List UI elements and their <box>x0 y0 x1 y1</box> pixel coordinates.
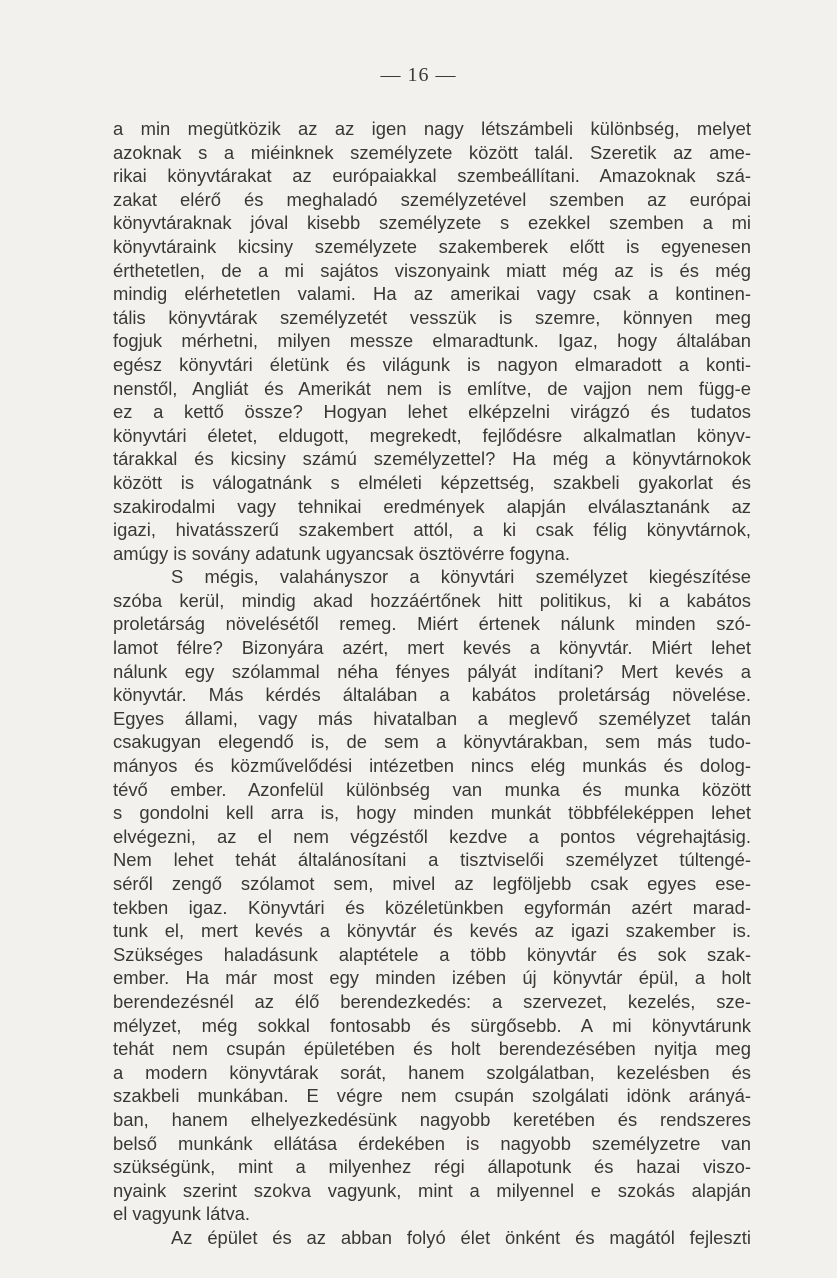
text-line: Nem lehet tehát általánosítani a tisztviselői személyzet túltengé- <box>113 849 751 871</box>
text-line: elvégezni, az el nem végzéstől kezdve a pontos végrehajtásig. <box>113 825 751 847</box>
text-line: tévő ember. Azonfelül különbség van munka és munka között <box>113 778 751 800</box>
text-line: Szükséges haladásunk alaptétele a több könyvtár és sok szak- <box>113 943 751 965</box>
text-line: s gondolni kell arra is, hogy minden munkát többféleképpen lehet <box>113 802 751 824</box>
text-line: a min megütközik az az igen nagy létszámbeli különbség, melyet <box>113 118 751 139</box>
text-line: ez a kettő össze? Hogyan lehet elképzelni virágzó és tudatos <box>113 401 751 423</box>
text-line: zakat elérő és meghaladó személyzetével szemben az európai <box>113 188 751 210</box>
text-line: nálunk egy szólammal néha fényes pályát indítani? Mert kevés a <box>113 660 751 682</box>
text-line: séről zengő szólamot sem, mivel az legföljebb csak egyes ese- <box>113 873 751 894</box>
text-line: könyvtáraknak jóval kisebb személyzete s ezekkel szemben a mi <box>113 212 751 234</box>
text-line: mélyzet, még sokkal fontosabb és sürgősebb. A mi könyvtárunk <box>113 1014 751 1036</box>
text-line: igazi, hivatásszerű szakembert attól, a ki csak félig könyvtárnok, <box>113 519 751 541</box>
text-line: ember. Ha már most egy minden izében új könyvtár épül, a holt <box>113 967 751 989</box>
text-line: azoknak s a miéinknek személyzete között talál. Szeretik az ame- <box>113 141 751 163</box>
text-line: amúgy is sovány adatunk ugyancsak ösztövérre fogyna. <box>113 542 570 564</box>
text-line: fogjuk mérhetni, milyen messze elmaradtunk. Igaz, hogy általában <box>113 330 751 352</box>
text-line: szakbeli munkában. E végre nem csupán szolgálati idönk arányá- <box>113 1085 751 1107</box>
text-line: tunk el, mert kevés a könyvtár és kevés az igazi szakember is. <box>113 920 751 942</box>
text-line: szakirodalmi vagy tehnikai eredmények alapján elválasztanánk az <box>113 495 751 517</box>
text-line: szóba kerül, mindig akad hozzáértőnek hitt politikus, ki a kabátos <box>113 589 751 611</box>
text-line: proletárság növelésétől remeg. Miért értenek nálunk minden szó- <box>113 613 751 635</box>
text-line: belső munkánk ellátása érdekében is nagyobb személyzetre van <box>113 1132 751 1154</box>
text-line: a modern könyvtárak sorát, hanem szolgálatban, kezelésben és <box>113 1061 751 1083</box>
text-line: tehát nem csupán épületében és holt berendezésében nyitja meg <box>113 1038 751 1060</box>
text-line: szükségünk, mint a milyenhez régi állapotunk és hazai viszo- <box>113 1156 751 1178</box>
text-line: nyaink szerint szokva vagyunk, mint a milyennel e szokás alapján <box>113 1179 751 1201</box>
text-line: mindig elérhetetlen valami. Ha az amerikai vagy csak a kontinen- <box>113 283 751 305</box>
text-line: nenstől, Angliát és Amerikát nem is említve, de vajjon nem függ-e <box>113 377 751 399</box>
text-line: el vagyunk látva. <box>113 1203 250 1225</box>
text-line: berendezésnél az élő berendezkedés: a szervezet, kezelés, sze- <box>113 990 751 1012</box>
text-line: között is válogatnánk s elméleti képzettség, szakbeli gyakorlat és <box>113 471 751 493</box>
text-line: érthetetlen, de a mi sajátos viszonyaink miatt még az is és még <box>113 259 751 281</box>
body-text <box>113 117 751 1250</box>
text-line: könyvtári életet, eldugott, megrekedt, fejlődésre alkalmatlan könyv- <box>113 424 751 446</box>
text-line: Egyes állami, vagy más hivatalban a meglevő személyzet talán <box>113 707 751 729</box>
text-line: tárakkal és kicsiny számú személyzettel? Ha még a könyvtárnokok <box>113 448 751 470</box>
text-line: tális könyvtárak személyzetét vesszük is szemre, könnyen meg <box>113 306 751 328</box>
text-line: S mégis, valahányszor a könyvtári személyzet kiegészítése <box>171 566 751 588</box>
text-line: egész könyvtári életünk és világunk is nagyon elmaradott a konti- <box>113 353 751 375</box>
text-line: Az épület és az abban folyó élet önként és magától fejleszti <box>171 1226 751 1248</box>
text-line: könyvtáraink kicsiny személyzete szakemberek előtt is egyenesen <box>113 235 751 257</box>
text-line: lamot félre? Bizonyára azért, mert kevés a könyvtár. Miért lehet <box>113 637 751 659</box>
text-line: csakugyan elegendő is, de sem a könyvtárakban, sem más tudo- <box>113 731 751 753</box>
text-line: rikai könyvtárakat az európaiakkal szembeállítani. Amazoknak szá- <box>113 165 751 187</box>
page-number: — 16 — <box>380 64 457 86</box>
text-line: tekben igaz. Könyvtári és közéletünkben egyformán azért marad- <box>113 896 751 918</box>
text-line: könyvtár. Más kérdés általában a kabátos proletárság növelése. <box>113 684 751 706</box>
text-line: mányos és közművelődési intézetben nincs elég munkás és dolog- <box>113 755 751 777</box>
text-line: ban, hanem elhelyezkedésünk nagyobb keretében és rendszeres <box>113 1108 751 1130</box>
